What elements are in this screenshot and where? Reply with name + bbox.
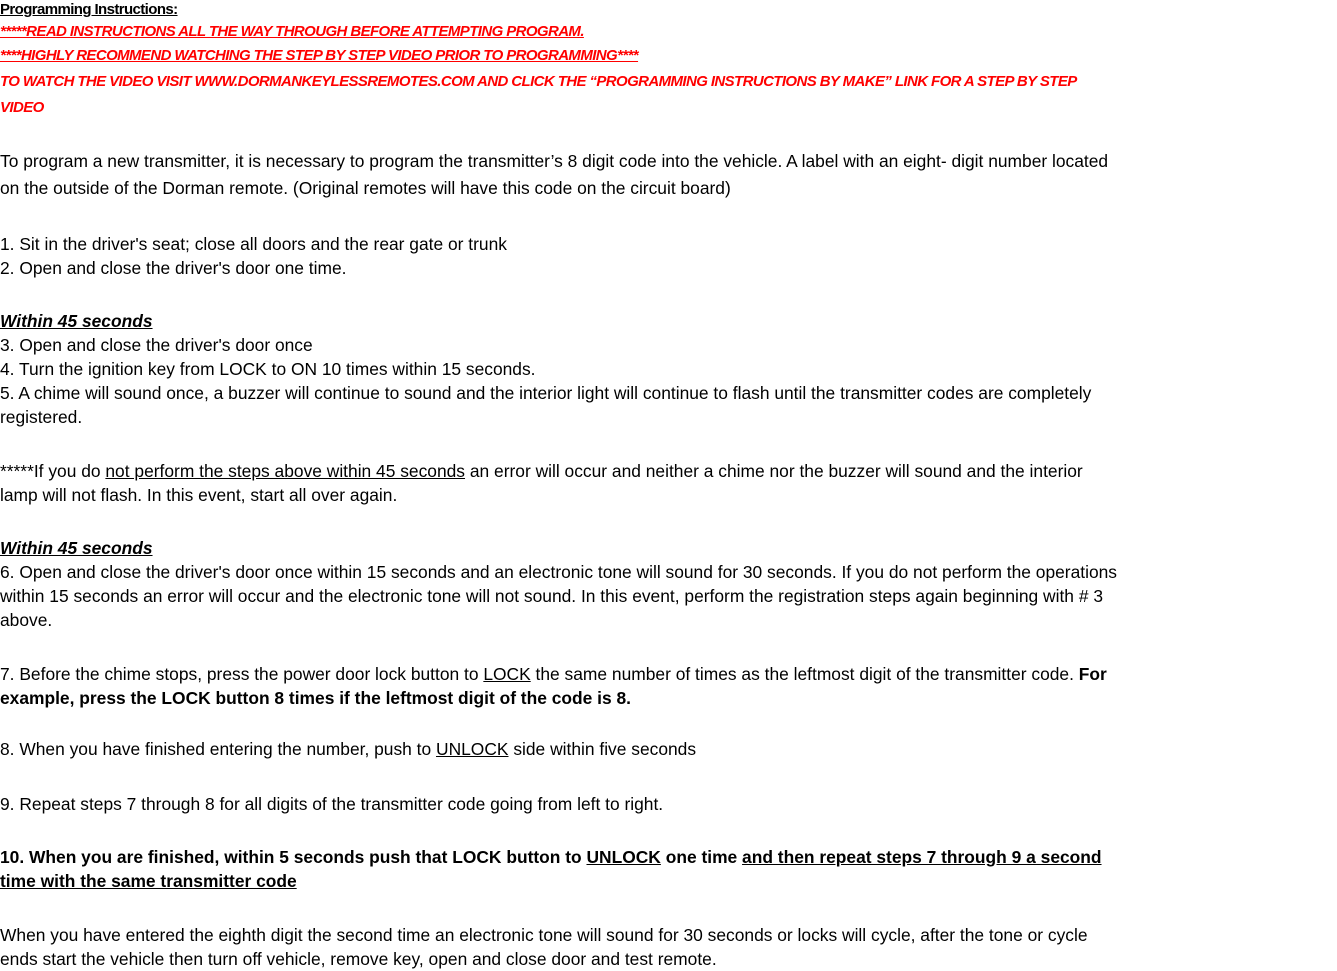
closing-line-2: ends start the vehicle then turn off vehicle, remove key, open and close door and test remote. (0, 949, 717, 969)
video-link-line-2: VIDEO (0, 99, 44, 116)
step-1: 1. Sit in the driver's seat; close all doors and the rear gate or trunk (0, 234, 507, 254)
step-10-unlock-word: UNLOCK (586, 847, 661, 867)
step-5-line-1: 5. A chime will sound once, a buzzer will continue to sound and the interior light will continue to flash until the transmitter codes are completely (0, 383, 1092, 403)
timing-warning-emphasis: not perform the steps above within 45 seconds (105, 461, 466, 481)
step-9: 9. Repeat steps 7 through 8 for all digits of the transmitter code going from left to right. (0, 794, 664, 814)
step-8 (0, 737, 1337, 761)
section-heading-2: Within 45 seconds (0, 538, 153, 558)
read-instructions-warning: *****READ INSTRUCTIONS ALL THE WAY THROUGH BEFORE ATTEMPTING PROGRAM. (0, 23, 584, 40)
step-8-suffix: side within five seconds (508, 739, 697, 759)
section-heading-1: Within 45 seconds (0, 311, 153, 331)
intro-line-1: To program a new transmitter, it is necessary to program the transmitter’s 8 digit code into the vehicle. A label with an eight- digit number located (0, 151, 1109, 171)
timing-warning-line-2: lamp will not flash. In this event, start all over again. (0, 485, 398, 505)
step-7-middle: the same number of times as the leftmost digit of the transmitter code. (530, 664, 1079, 684)
step-10-repeat-emphasis: and then repeat steps 7 through 9 a second (742, 847, 1102, 867)
step-7-example: example, press the LOCK button 8 times if the leftmost digit of the code is 8. (0, 688, 631, 708)
document-title: Programming Instructions: (0, 1, 178, 18)
step-6-line-3: above. (0, 610, 53, 630)
video-link-line-1: TO WATCH THE VIDEO VISIT WWW.DORMANKEYLESSREMOTES.COM AND CLICK THE “PROGRAMMING INSTRUCTIONS BY MAKE” LINK FOR A STEP BY STEP (0, 73, 1077, 90)
step-10-line-2: time with the same transmitter code (0, 871, 297, 891)
step-7-example-start: For (1078, 664, 1107, 684)
step-3: 3. Open and close the driver's door once (0, 335, 313, 355)
timing-warning-prefix: *****If you do (0, 461, 106, 481)
step-10-middle: one time (660, 847, 743, 867)
step-10-line-1 (0, 845, 1337, 869)
step-7-line-1 (0, 662, 1337, 686)
step-2: 2. Open and close the driver's door one time. (0, 258, 347, 278)
step-8-unlock-word: UNLOCK (436, 739, 509, 759)
watch-video-recommendation: ****HIGHLY RECOMMEND WATCHING THE STEP BY STEP VIDEO PRIOR TO PROGRAMMING**** (0, 47, 639, 64)
step-8-prefix: 8. When you have finished entering the number, push to (0, 739, 437, 759)
step-5-line-2: registered. (0, 407, 83, 427)
step-4: 4. Turn the ignition key from LOCK to ON 10 times within 15 seconds. (0, 359, 536, 379)
closing-line-1: When you have entered the eighth digit the second time an electronic tone will sound for 30 seconds or locks will cycle, after the tone or cycle (0, 925, 1088, 945)
step-7-prefix: 7. Before the chime stops, press the power door lock button to (0, 664, 484, 684)
step-7-lock-word: LOCK (483, 664, 531, 684)
step-6-line-1: 6. Open and close the driver's door once within 15 seconds and an electronic tone will sound for 30 seconds. If you do not perform the operations (0, 562, 1117, 582)
step-10-prefix: 10. When you are finished, within 5 seconds push that LOCK button to (0, 847, 587, 867)
timing-warning-line-1 (0, 459, 1337, 483)
intro-line-2: on the outside of the Dorman remote. (Original remotes will have this code on the circuit board) (0, 178, 731, 198)
step-6-line-2: within 15 seconds an error will occur and the electronic tone will not sound. In this event, perform the registration steps again beginning with # 3 (0, 586, 1103, 606)
timing-warning-suffix: an error will occur and neither a chime nor the buzzer will sound and the interior (465, 461, 1083, 481)
